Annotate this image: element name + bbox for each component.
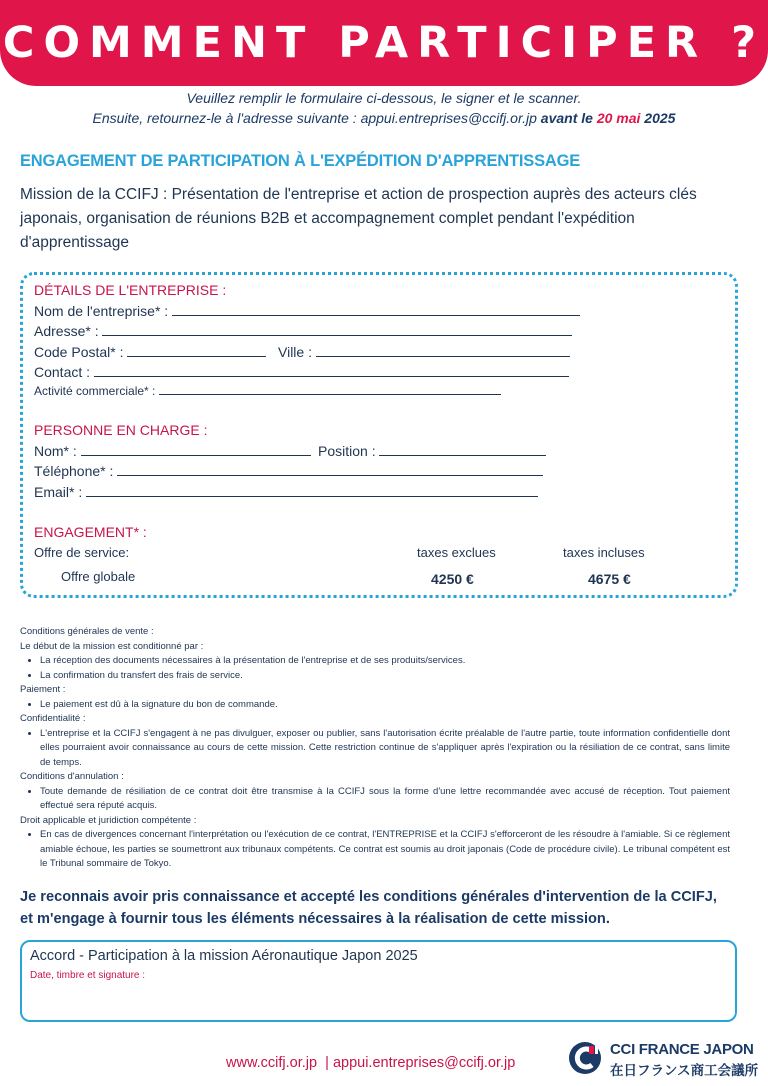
postal-code-field[interactable] [34,344,266,360]
terms-start-list [20,654,730,683]
cci-logo-mark-icon [568,1041,602,1075]
position-line[interactable] [379,444,546,456]
list-item: • En cas de divergences concernant l'interprétation ou l'exécution de ce contrat, l'ENTREPRISE et la CCIFJ s'efforceront de les résoudre à l'amiable. Si ce règlement amiable échoue, les parties se soumettront aux tribunaux compétents. Ce contrat est soumis au droit japonais (Code de procédure civile). Le tribunal compétent est le Tribunal sommaire de Tokyo. [40,828,730,872]
position-label: Position : [318,443,376,459]
phone-label: Téléphone* : [34,463,114,479]
address-field[interactable] [34,323,572,339]
intro-line-2-text: Ensuite, retournez-le à l'adresse suivante : appui.entreprises@ccifj.or.jp [92,110,541,126]
city-line[interactable] [316,345,570,357]
col-taxes-incl: taxes incluses [563,545,645,560]
person-name-field[interactable] [34,443,311,459]
logo-name: CCI FRANCE JAPON [610,1041,754,1058]
deadline [541,110,676,126]
offer-label: Offre de service: [34,545,130,560]
person-name-label: Nom* : [34,443,77,459]
mission-description: Mission de la CCIFJ : Présentation de l'entreprise et action de prospection auprès des acteurs clés japonais, organisation de réunions B2B et accompagnement complet pendant l'expédition d'apprentissage [20,186,697,251]
person-heading: PERSONNE EN CHARGE : [34,422,208,438]
price-incl: 4675 € [588,571,631,587]
terms-law-list [20,828,730,872]
intro-line-2 [0,110,768,126]
terms-confidentiality-label: Confidentialité : [20,713,86,724]
person-name-line[interactable] [81,444,311,456]
activity-label: Activité commerciale* : [34,384,156,398]
engagement-heading: ENGAGEMENT* : [34,524,147,540]
terms-law-label: Droit applicable et juridiction compétente : [20,814,197,826]
acceptance-line-2: et m'engage à fournir tous les éléments nécessaires à la réalisation de cette mission. [20,911,610,927]
company-name-line[interactable] [172,304,580,316]
phone-field[interactable] [34,463,543,479]
terms-title: Conditions générales de vente : [20,626,154,637]
terms-payment-label: Paiement : [20,684,66,695]
acceptance-statement [20,886,748,930]
phone-line[interactable] [117,464,543,476]
email-label: Email* : [34,484,83,500]
deadline-year: 2025 [640,110,676,126]
postal-code-line[interactable] [127,345,266,357]
footer-separator: | [325,1055,329,1071]
list-item: • Toute demande de résiliation de ce contrat doit être transmise à la CCIFJ sous la forme d'une lettre recommandée avec accusé de réception. Tout paiement effectué sera réputé acquis. [40,785,730,814]
email-line[interactable] [86,485,538,497]
activity-line[interactable] [159,383,501,395]
signature-label: Date, timbre et signature : [30,970,146,981]
email-link[interactable]: appui.entreprises@ccifj.or.jp [332,1055,516,1071]
terms-start-label: Le début de la mission est conditionné par : [20,640,204,652]
accord-title: Accord - Participation à la mission Aéronautique Japon 2025 [30,948,418,964]
list-item: • La confirmation du transfert des frais de service. [40,669,730,684]
offer-name: Offre globale [61,569,136,584]
logo-japanese: 在日フランス商工会議所 [610,1063,759,1078]
list-item: • La réception des documents nécessaires à la présentation de l'entreprise et de ses produits/services. [40,654,730,669]
page-title: COMMENT PARTICIPER ? [2,18,766,68]
terms-payment-list [20,698,730,713]
contact-label: Contact : [34,364,91,380]
website-link[interactable]: www.ccifj.or.jp [226,1055,318,1071]
company-name-label: Nom de l'entreprise* : [34,303,169,319]
contact-line[interactable] [94,365,569,377]
company-name-field[interactable] [34,303,580,319]
address-line[interactable] [102,324,572,336]
address-label: Adresse* : [34,323,99,339]
position-field[interactable] [318,443,546,459]
email-field[interactable] [34,484,538,500]
footer-links [226,1055,515,1071]
city-label: Ville : [278,344,312,360]
cci-logo [568,1040,759,1080]
terms-cancellation-label: Conditions d'annulation : [20,771,124,782]
signature-box[interactable] [20,940,737,1022]
intro-line-1: Veuillez remplir le formulaire ci-dessous, le signer et le scanner. [186,90,582,106]
list-item: • L'entreprise et la CCIFJ s'engagent à ne pas divulguer, exposer ou publier, sans l'autorisation écrite préalable de l'autre partie, toute information confidentielle dont elles pourraient avoir connaissance au cours de cette mission. Cette restriction continue de s'appliquer après l'expiration ou la résiliation de ce contrat, sans limite de temps. [40,727,730,771]
contact-field[interactable] [34,364,569,380]
header-banner [0,0,768,86]
col-taxes-excl: taxes exclues [417,545,496,560]
participation-form [20,272,738,598]
terms-conditions [20,625,730,872]
city-field[interactable] [278,344,570,360]
deadline-prefix: avant le [540,110,597,126]
company-heading: DÉTAILS DE L'ENTREPRISE : [34,282,227,298]
terms-confidentiality-list [20,727,730,771]
terms-cancellation-list [20,785,730,814]
deadline-date: 20 mai [596,110,641,126]
activity-field[interactable] [34,383,501,398]
list-item: • Le paiement est dû à la signature du bon de commande. [40,698,730,713]
acceptance-line-1: Je reconnais avoir pris connaissance et accepté les conditions générales d'intervention de la CCIFJ, [20,889,717,905]
section-title: ENGAGEMENT DE PARTICIPATION À L'EXPÉDITION D'APPRENTISSAGE [20,152,581,170]
postal-code-label: Code Postal* : [34,344,124,360]
price-excl: 4250 € [431,571,474,587]
